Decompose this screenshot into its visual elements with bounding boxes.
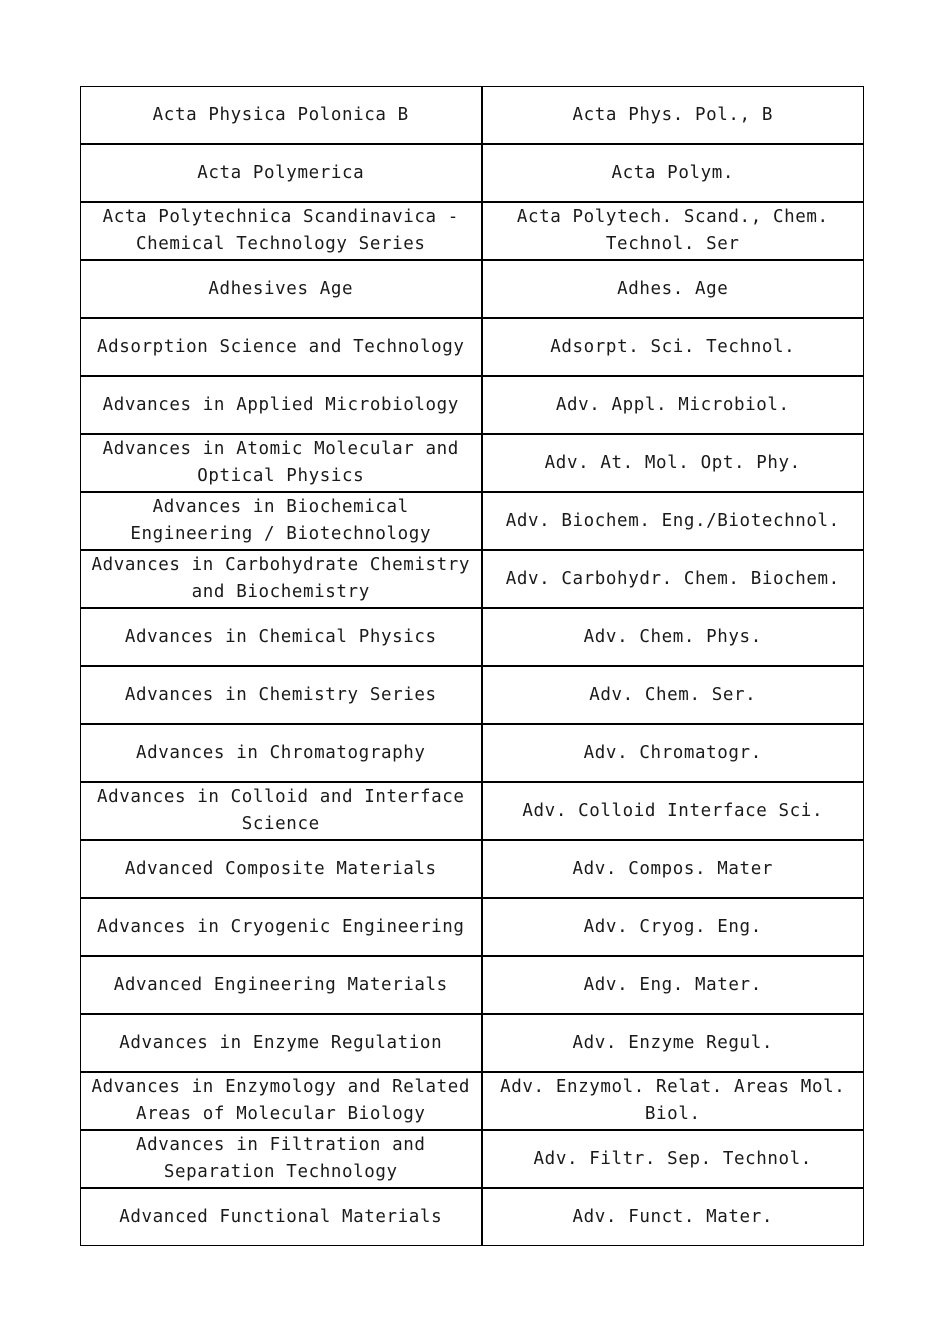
- table-row: [81, 376, 864, 434]
- journal-full-name: Acta Physica Polonica B: [81, 87, 482, 145]
- journal-full-name: Advances in Chemical Physics: [81, 608, 482, 666]
- journal-full-name: Advanced Composite Materials: [81, 840, 482, 898]
- journal-abbreviation: Adv. Colloid Interface Sci.: [482, 782, 864, 840]
- journal-full-name: Adhesives Age: [81, 260, 482, 318]
- table-row: [81, 782, 864, 840]
- journal-full-name: Advances in Enzymology and Related Areas of Molecular Biology: [81, 1072, 482, 1130]
- journal-full-name: Advances in Chromatography: [81, 724, 482, 782]
- journal-full-name: Advances in Atomic Molecular and Optical Physics: [81, 434, 482, 492]
- journal-abbreviation: Acta Polym.: [482, 144, 864, 202]
- journal-full-name: Advances in Carbohydrate Chemistry and Biochemistry: [81, 550, 482, 608]
- journal-full-name: Advances in Chemistry Series: [81, 666, 482, 724]
- journal-abbreviation: Adv. Eng. Mater.: [482, 956, 864, 1014]
- journal-abbreviation: Adv. Filtr. Sep. Technol.: [482, 1130, 864, 1188]
- table-row: [81, 1072, 864, 1130]
- table-row: [81, 956, 864, 1014]
- journal-abbreviation: Adv. Appl. Microbiol.: [482, 376, 864, 434]
- table-row: [81, 492, 864, 550]
- journal-full-name: Advances in Biochemical Engineering / Biotechnology: [81, 492, 482, 550]
- journal-abbreviation: Acta Polytech. Scand., Chem. Technol. Ser: [482, 202, 864, 260]
- journal-full-name: Acta Polytechnica Scandinavica - Chemical Technology Series: [81, 202, 482, 260]
- journal-abbreviation: Adv. Compos. Mater: [482, 840, 864, 898]
- journal-full-name: Advanced Functional Materials: [81, 1188, 482, 1246]
- journal-full-name: Advances in Colloid and Interface Science: [81, 782, 482, 840]
- journal-abbreviation: Adv. Funct. Mater.: [482, 1188, 864, 1246]
- table-body: [81, 87, 864, 1246]
- journal-abbreviation: Adv. Carbohydr. Chem. Biochem.: [482, 550, 864, 608]
- table-row: [81, 1130, 864, 1188]
- journal-abbreviation: Adv. Chem. Ser.: [482, 666, 864, 724]
- table-row: [81, 87, 864, 145]
- journal-full-name: Advances in Applied Microbiology: [81, 376, 482, 434]
- journal-abbreviation: Adv. At. Mol. Opt. Phy.: [482, 434, 864, 492]
- table-row: [81, 318, 864, 376]
- journal-full-name: Advanced Engineering Materials: [81, 956, 482, 1014]
- table-row: [81, 898, 864, 956]
- table-row: [81, 550, 864, 608]
- journal-abbreviation: Acta Phys. Pol., B: [482, 87, 864, 145]
- table-row: [81, 1014, 864, 1072]
- table-row: [81, 144, 864, 202]
- journal-abbreviation: Adsorpt. Sci. Technol.: [482, 318, 864, 376]
- journal-full-name: Advances in Enzyme Regulation: [81, 1014, 482, 1072]
- table-row: [81, 260, 864, 318]
- table-row: [81, 724, 864, 782]
- table-row: [81, 840, 864, 898]
- journal-abbreviation: Adv. Chem. Phys.: [482, 608, 864, 666]
- table-row: [81, 1188, 864, 1246]
- journal-abbreviation: Adv. Chromatogr.: [482, 724, 864, 782]
- journal-abbreviation: Adv. Enzymol. Relat. Areas Mol. Biol.: [482, 1072, 864, 1130]
- table-row: [81, 202, 864, 260]
- journal-full-name: Acta Polymerica: [81, 144, 482, 202]
- journal-abbreviation-table: [80, 86, 864, 1246]
- journal-abbreviation: Adv. Biochem. Eng./Biotechnol.: [482, 492, 864, 550]
- table-row: [81, 434, 864, 492]
- journal-abbreviation: Adv. Enzyme Regul.: [482, 1014, 864, 1072]
- journal-abbreviation: Adv. Cryog. Eng.: [482, 898, 864, 956]
- table-row: [81, 608, 864, 666]
- journal-full-name: Adsorption Science and Technology: [81, 318, 482, 376]
- journal-full-name: Advances in Cryogenic Engineering: [81, 898, 482, 956]
- table-row: [81, 666, 864, 724]
- journal-abbreviation: Adhes. Age: [482, 260, 864, 318]
- journal-full-name: Advances in Filtration and Separation Technology: [81, 1130, 482, 1188]
